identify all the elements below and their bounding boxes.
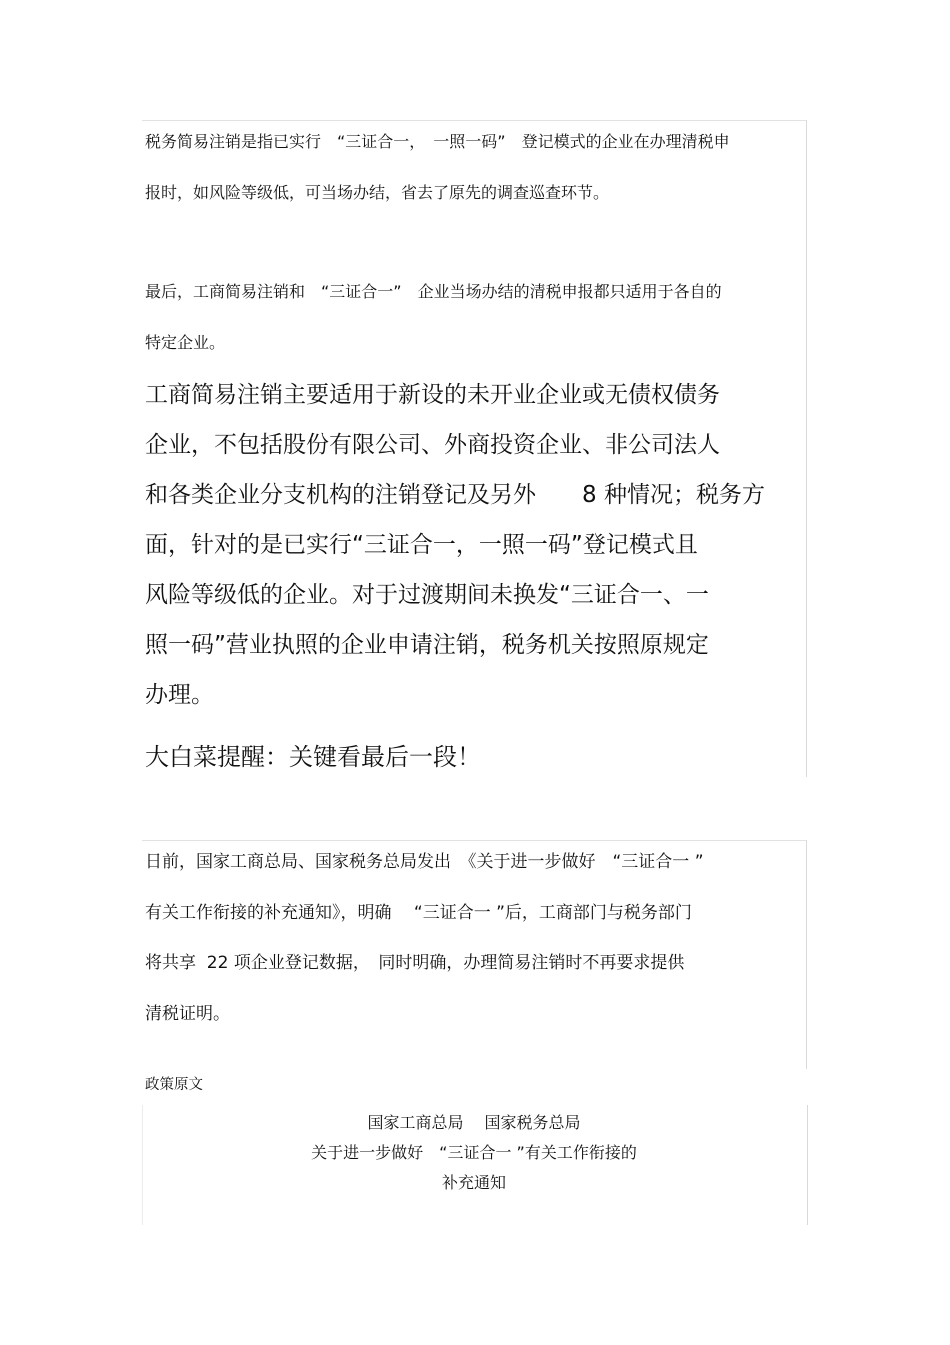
policy-label: 政策原文 bbox=[145, 1077, 203, 1093]
main-line-3: 和各类企业分支机构的注销登记及另外 8 种情况；税务方 bbox=[145, 482, 765, 508]
news-line-1: 日前，国家工商总局、国家税务总局发出 《关于进一步做好 “三证合一 ” bbox=[145, 852, 704, 872]
finally-line-1: 最后，工商简易注销和 “三证合一” 企业当场办结的清税申报都只适用于各自的 bbox=[145, 282, 722, 301]
notice-title-line-3: 补充通知 bbox=[441, 1173, 506, 1192]
intro-line-1: 税务简易注销是指已实行 “三证合一， 一照一码” 登记模式的企业在办理清税申 bbox=[145, 132, 730, 151]
news-line-2: 有关工作衔接的补充通知》，明确 “三证合一 ”后，工商部门与税务部门 bbox=[145, 903, 692, 923]
notice-issuer: 国家工商总局 国家税务总局 bbox=[367, 1113, 581, 1132]
main-line-6: 照一码”营业执照的企业申请注销，税务机关按照原规定 bbox=[145, 632, 709, 658]
main-line-7: 办理。 bbox=[145, 682, 214, 708]
notice-title-line-2: 关于进一步做好 “三证合一 ”有关工作衔接的 bbox=[311, 1143, 637, 1162]
news-line-4: 清税证明。 bbox=[145, 1004, 230, 1024]
main-line-2: 企业，不包括股份有限公司、外商投资企业、非公司法人 bbox=[145, 432, 720, 458]
news-line-3: 将共享 22 项企业登记数据， 同时明确，办理简易注销时不再要求提供 bbox=[145, 953, 685, 973]
main-line-5: 风险等级低的企业。对于过渡期间未换发“三证合一、一 bbox=[145, 582, 709, 608]
finally-line-2: 特定企业。 bbox=[145, 333, 226, 352]
main-line-4: 面，针对的是已实行“三证合一，一照一码”登记模式且 bbox=[145, 532, 698, 558]
reminder-text: 大白菜提醒：关键看最后一段！ bbox=[145, 743, 481, 771]
intro-line-2: 报时，如风险等级低，可当场办结，省去了原先的调查巡查环节。 bbox=[145, 183, 610, 202]
main-line-1: 工商简易注销主要适用于新设的未开业企业或无债权债务 bbox=[145, 382, 720, 408]
